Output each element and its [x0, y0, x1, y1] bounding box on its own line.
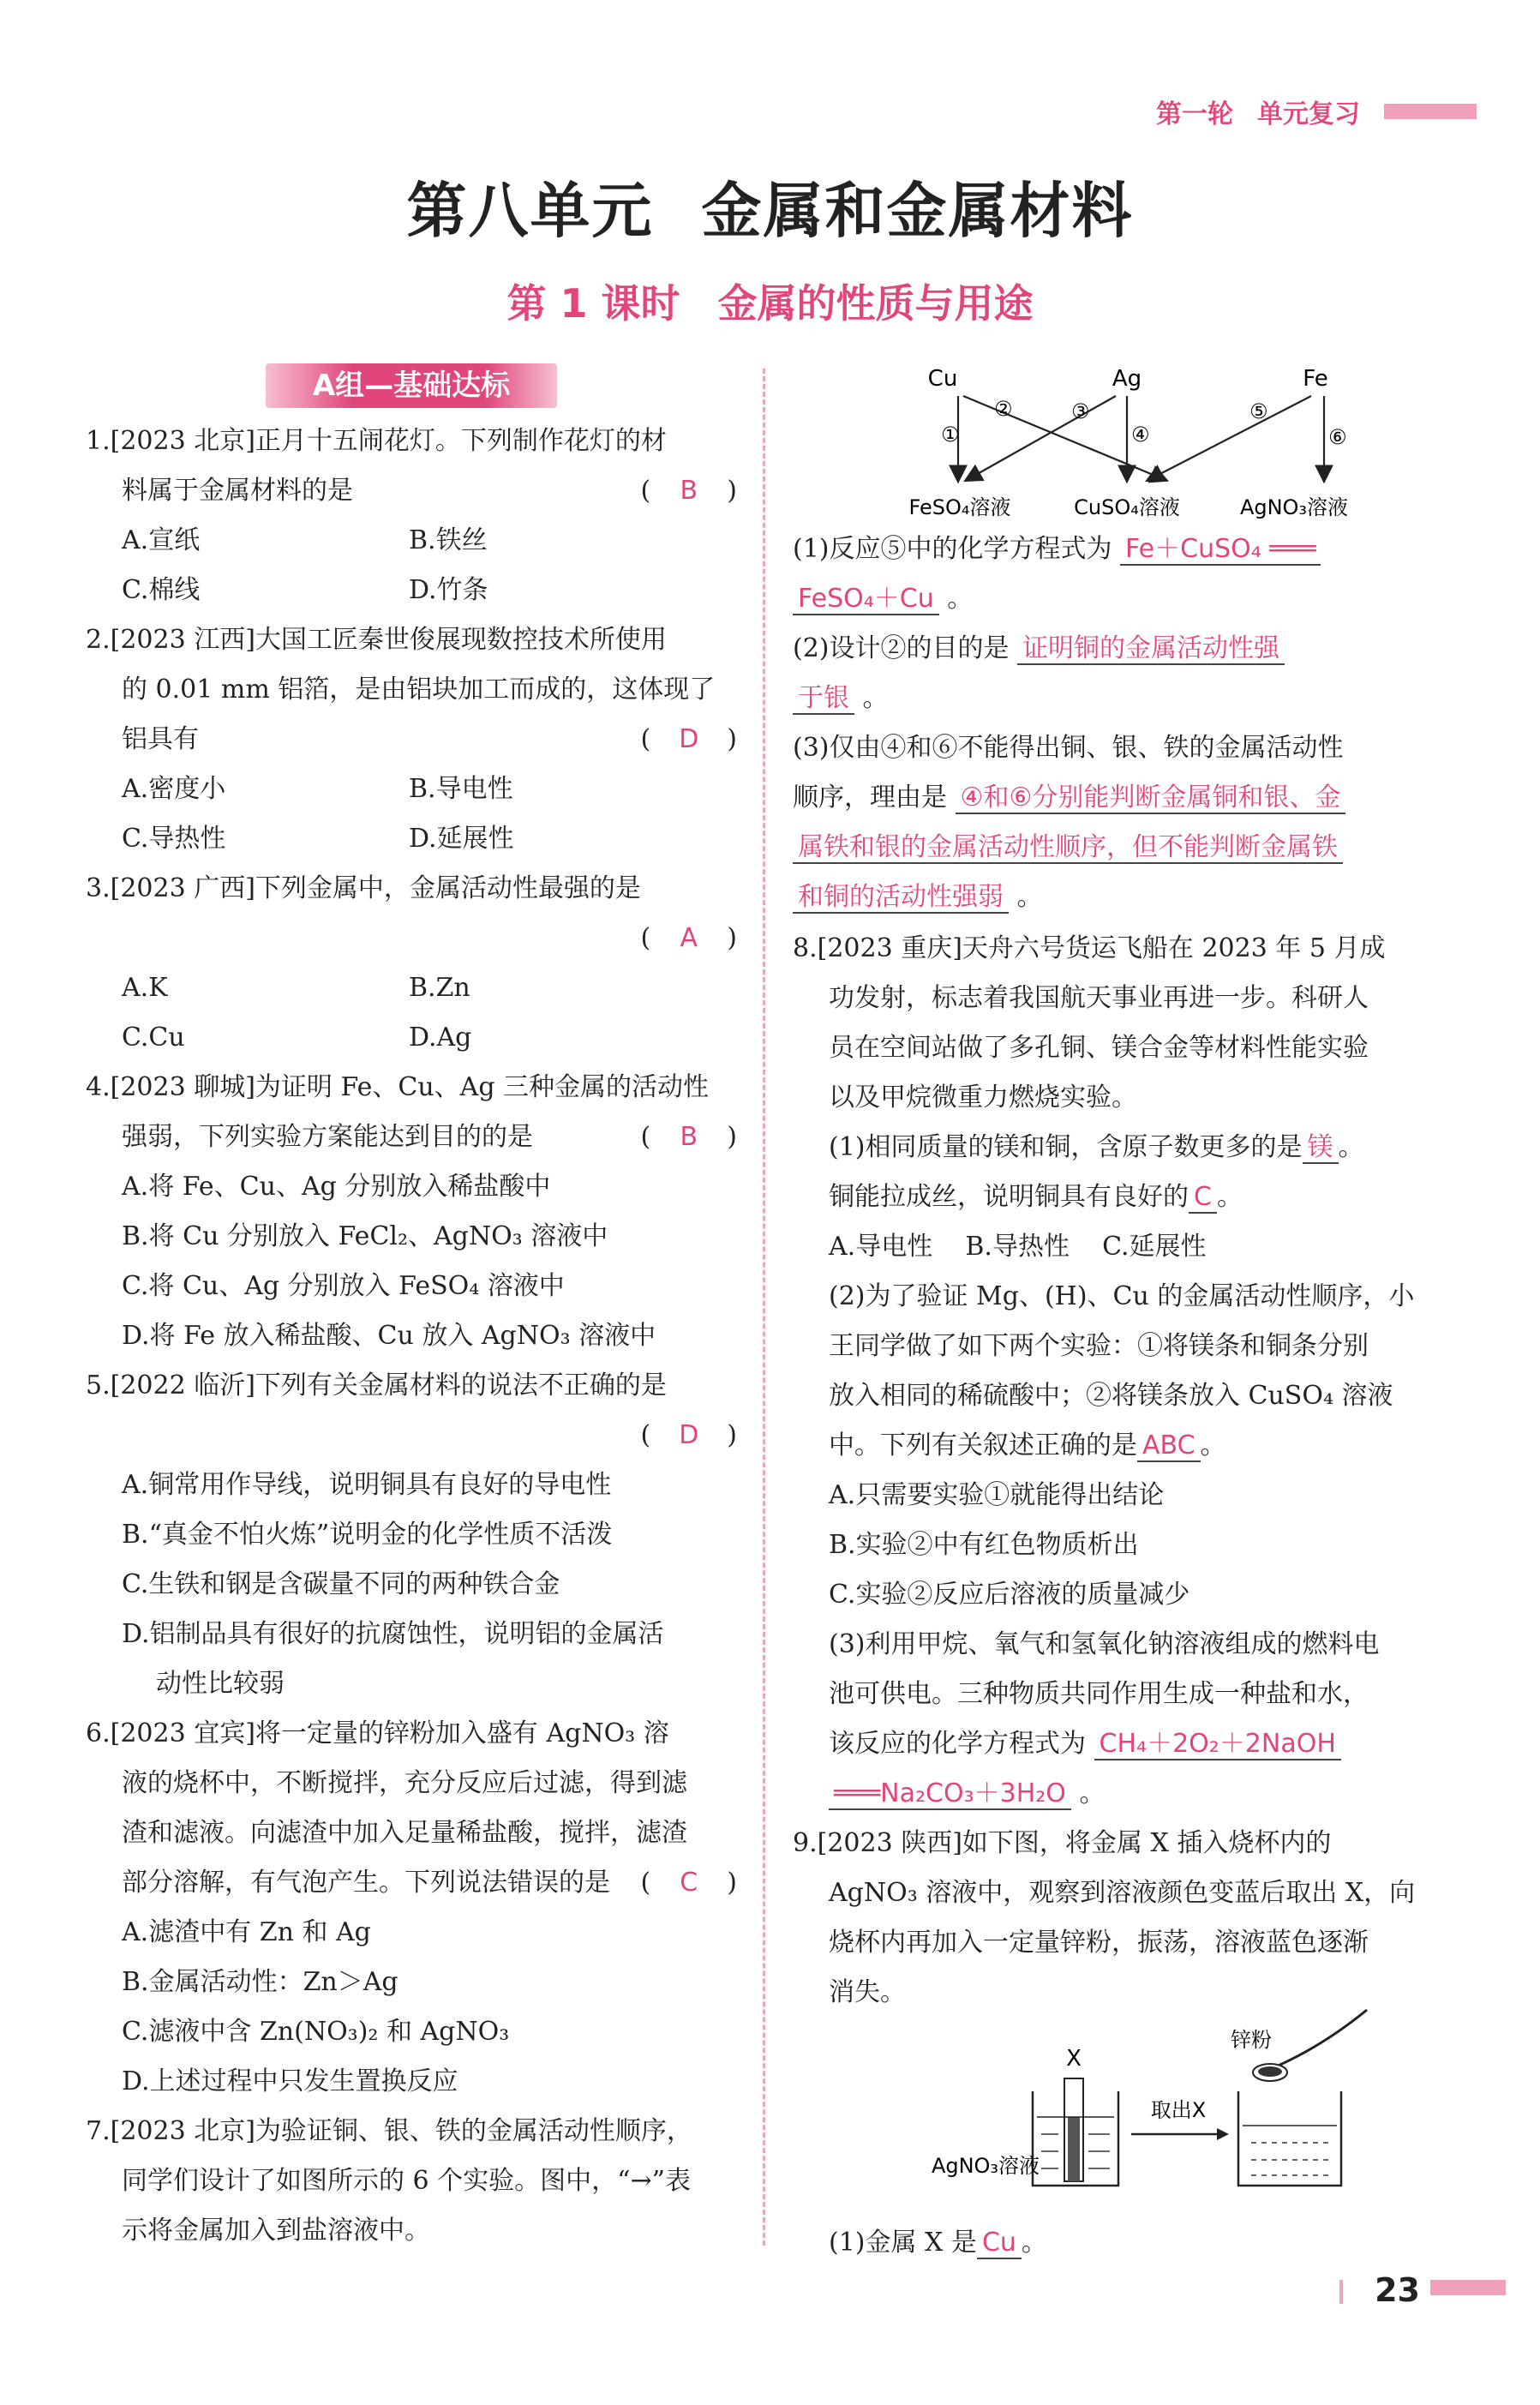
- group-banner: A组—基础达标: [266, 363, 557, 408]
- diagram-solution-feso4: FeSO₄溶液: [908, 495, 1011, 519]
- q5-option-d: D.铝制品具有很好的抗腐蚀性，说明铝的金属活: [122, 1619, 664, 1649]
- metal-x-submerged: [1068, 2117, 1080, 2181]
- q3-answer-line: ( A ): [86, 914, 737, 963]
- q9-stem-line4: 消失。: [829, 1977, 906, 2007]
- q6-answer: C: [680, 1868, 698, 1898]
- q8-p3-line4: ═══Na₂CO₃＋3H₂O 。: [793, 1769, 1444, 1819]
- q8-stem-line3: 员在空间站做了多孔铜、镁合金等材料性能实验: [829, 1033, 1369, 1063]
- diagram-solution-cuso4: CuSO₄溶液: [1074, 495, 1180, 519]
- lesson-name: 金属的性质与用途: [717, 280, 1034, 327]
- q7-p3-line4: 和铜的活动性强弱 。: [793, 873, 1444, 922]
- column-divider: [763, 369, 765, 2246]
- q7-p2-answer-a: 证明铜的金属活动性强: [1017, 633, 1285, 665]
- page-number: 23: [1375, 2271, 1420, 2309]
- q9-stem-line3: 烧杯内再加入一定量锌粉，振荡，溶液蓝色逐渐: [829, 1928, 1369, 1958]
- spoon-handle: [1268, 2010, 1367, 2070]
- q5-stem-line1: 5.[2022 临沂]下列有关金属材料的说法不正确的是: [86, 1370, 667, 1400]
- q8-stem-line4: 以及甲烷微重力燃烧实验。: [829, 1083, 1137, 1113]
- q4-answer: B: [680, 1122, 698, 1152]
- q6-option-c: C.滤液中含 Zn(NO₃)₂ 和 AgNO₃: [122, 2017, 510, 2047]
- footer-decor-bar: [1430, 2280, 1506, 2295]
- q6-option-d: D.上述过程中只发生置换反应: [122, 2066, 458, 2096]
- lesson-number: 第 1 课时: [506, 280, 680, 327]
- q4-option-d: D.将 Fe 放入稀盐酸、Cu 放入 AgNO₃ 溶液中: [122, 1321, 656, 1351]
- q7-p3-answer-b: 属铁和银的金属活动性顺序，但不能判断金属铁: [793, 832, 1343, 864]
- q1-answer: B: [680, 476, 698, 506]
- x-label: X: [1066, 2046, 1082, 2072]
- q7-p1-line1: (1)反应⑤中的化学方程式为 Fe＋CuSO₄ ═══: [793, 525, 1444, 574]
- q4-stem-line1: 4.[2023 聊城]为证明 Fe、Cu、Ag 三种金属的活动性: [86, 1072, 710, 1102]
- q8-p2-line1: (2)为了验证 Mg、(H)、Cu 的金属活动性顺序，小: [829, 1281, 1415, 1311]
- q8-p3-line2: 池可供电。三种物质共同作用生成一种盐和水，: [829, 1679, 1369, 1709]
- q7-stem-line1: 7.[2023 北京]为验证铜、银、铁的金属活动性顺序，: [86, 2116, 692, 2146]
- q7-subquestions: [793, 525, 1444, 922]
- q3-stem-line1: 3.[2023 广西]下列金属中，金属活动性最强的是: [86, 873, 641, 903]
- q9-p1: [793, 2218, 1444, 2268]
- solution-label: AgNO₃溶液: [931, 2154, 1040, 2178]
- q4-option-b: B.将 Cu 分别放入 FeCl₂、AgNO₃ 溶液中: [122, 1221, 608, 1251]
- q5-answer: D: [679, 1420, 699, 1450]
- header-round: 第一轮: [1156, 99, 1233, 129]
- q9-stem-line1: 9.[2023 陕西]如下图，将金属 X 插入烧杯内的: [793, 1828, 1332, 1858]
- arrow-label-4: ④: [1131, 423, 1150, 447]
- q8-p3-answer-a: CH₄＋2O₂＋2NaOH: [1094, 1729, 1341, 1760]
- header-decor-bar: [1384, 104, 1477, 119]
- q3-answer: A: [680, 923, 698, 953]
- q8-p1b-answer: C: [1189, 1182, 1217, 1214]
- q7-p2-line1: (2)设计②的目的是 证明铜的金属活动性强: [793, 624, 1444, 674]
- q4-option-a: A.将 Fe、Cu、Ag 分别放入稀盐酸中: [122, 1172, 551, 1202]
- q8-p2-option-b: B.实验②中有红色物质析出: [829, 1530, 1139, 1560]
- q7-p3-line2: 顺序，理由是 ④和⑥分别能判断金属铜和银、金: [793, 773, 1444, 823]
- q7-stem-line3: 示将金属加入到盐溶液中。: [122, 2216, 430, 2246]
- header-section: 单元复习: [1257, 99, 1360, 129]
- unit-name: 金属和金属材料: [701, 176, 1134, 246]
- diagram-metal-ag: Ag: [1112, 366, 1142, 392]
- q8-p3-line1: (3)利用甲烷、氧气和氢氧化钠溶液组成的燃料电: [829, 1629, 1380, 1659]
- q5-option-b: B.“真金不怕火炼”说明金的化学性质不活泼: [122, 1520, 613, 1550]
- q8-p2-answer: ABC: [1137, 1430, 1201, 1462]
- q9-beaker-diagram: [874, 2006, 1388, 2203]
- q6-option-a: A.滤渣中有 Zn 和 Ag: [122, 1917, 371, 1947]
- q2-stem-line3: 铝具有 ( D ): [86, 715, 737, 765]
- q2-stem-line1: 2.[2023 江西]大国工匠秦世俊展现数控技术所使用: [86, 625, 667, 655]
- unit-number: 第八单元: [406, 176, 654, 246]
- q2-options-row1: A.密度小 B.导电性: [122, 774, 513, 804]
- q8-p2-line3: 放入相同的稀硫酸中；②将镁条放入 CuSO₄ 溶液: [829, 1381, 1393, 1411]
- diagram-metal-fe: Fe: [1303, 366, 1328, 392]
- q3-options-row1: A.K B.Zn: [122, 973, 470, 1003]
- arrow-label-2: ②: [994, 397, 1013, 421]
- left-column: [86, 417, 737, 2256]
- q7-p2-answer-b: 于银: [793, 683, 854, 715]
- q9-p1-line: (1)金属 X 是 Cu 。: [829, 2228, 1047, 2258]
- arrow-label-6: ⑥: [1328, 425, 1347, 449]
- q7-p3-answer-c: 和铜的活动性强弱: [793, 882, 1009, 914]
- q8-p2-option-c: C.实验②反应后溶液的质量减少: [829, 1580, 1190, 1610]
- arrow-3: [967, 396, 1116, 480]
- arrow-label-1: ①: [941, 423, 960, 447]
- q9-stem-line2: AgNO₃ 溶液中，观察到溶液颜色变蓝后取出 X，向: [829, 1878, 1416, 1908]
- q7-stem-line2: 同学们设计了如图所示的 6 个实验。图中，“→”表: [122, 2166, 691, 2196]
- q5-option-d-cont: 动性比较弱: [156, 1669, 285, 1699]
- q3-options-row2: C.Cu D.Ag: [122, 1023, 472, 1053]
- q8-p1-line1: (1)相同质量的镁和铜，含原子数更多的是 镁 。: [829, 1132, 1364, 1162]
- q6-stem-line1: 6.[2023 宜宾]将一定量的锌粉加入盛有 AgNO₃ 溶: [86, 1718, 669, 1748]
- q5-option-a: A.铜常用作导线，说明铜具有良好的导电性: [122, 1470, 612, 1500]
- q8-p1-answer: 镁: [1303, 1132, 1339, 1164]
- q6-option-b: B.金属活动性：Zn＞Ag: [122, 1967, 398, 1997]
- q8-stem-line1: 8.[2023 重庆]天舟六号货运飞船在 2023 年 5 月成: [793, 933, 1386, 963]
- q8-p1-line2: 铜能拉成丝，说明铜具有良好的 C 。: [829, 1182, 1243, 1212]
- q4-stem-line2: 强弱，下列实验方案能达到目的的是 ( B ): [86, 1113, 737, 1162]
- q7-reaction-diagram: [891, 360, 1405, 531]
- arrow-5: [1148, 396, 1311, 480]
- q6-stem-line2: 液的烧杯中，不断搅拌，充分反应后过滤，得到滤: [122, 1768, 687, 1798]
- q8-p2-line4: 中。下列有关叙述正确的是 ABC 。: [829, 1430, 1226, 1460]
- q2-options-row2: C.导热性 D.延展性: [122, 824, 514, 854]
- q2-answer: D: [679, 724, 699, 754]
- page-header: [1156, 93, 1477, 130]
- q8-stem-line2: 功发射，标志着我国航天事业再进一步。科研人: [829, 983, 1369, 1013]
- q8-p2-line2: 王同学做了如下两个实验：①将镁条和铜条分别: [829, 1331, 1369, 1361]
- q7-p1-answer-a: Fe＋CuSO₄ ═══: [1120, 534, 1321, 566]
- q7-p3-line3: [793, 823, 1444, 873]
- q1-options-row1: A.宣纸 B.铁丝: [122, 525, 488, 555]
- q8-p3-line3: 该反应的化学方程式为 CH₄＋2O₂＋2NaOH: [793, 1719, 1444, 1769]
- footer-tick: [1339, 2280, 1343, 2304]
- q7-p3-line1: (3)仅由④和⑥不能得出铜、银、铁的金属活动性: [793, 733, 1344, 763]
- q8-p3-answer-b: ═══Na₂CO₃＋3H₂O: [829, 1778, 1071, 1810]
- q8-p2-option-a: A.只需要实验①就能得出结论: [829, 1480, 1165, 1510]
- q9-p1-answer: Cu: [977, 2228, 1022, 2259]
- diagram-metal-cu: Cu: [927, 366, 958, 392]
- q7-p1-answer-b: FeSO₄＋Cu: [793, 584, 939, 615]
- q7-p3-answer-a: ④和⑥分别能判断金属铜和银、金: [956, 783, 1346, 814]
- q1-stem-line1: 1.[2023 北京]正月十五闹花灯。下列制作花灯的材: [86, 426, 667, 456]
- action-label: 取出X: [1150, 2098, 1207, 2122]
- q1-options-row2: C.棉线 D.竹条: [122, 575, 488, 605]
- q7-p1-line2: FeSO₄＋Cu 。: [793, 574, 1444, 624]
- lesson-title: [0, 273, 1540, 329]
- q6-stem-line3: 渣和滤液。向滤渣中加入足量稀盐酸，搅拌，滤渣: [122, 1818, 687, 1848]
- q8-p1-options: A.导电性 B.导热性 C.延展性: [829, 1232, 1207, 1262]
- zinc-label: 锌粉: [1231, 2028, 1272, 2052]
- q8-block: [793, 924, 1444, 2018]
- unit-title: [0, 163, 1540, 249]
- q5-option-c: C.生铁和钢是含碳量不同的两种铁合金: [122, 1569, 560, 1599]
- q2-stem-line2: 的 0.01 mm 铝箔，是由铝块加工而成的，这体现了: [122, 675, 716, 705]
- zinc-powder: [1258, 2066, 1282, 2077]
- q5-answer-line: ( D ): [86, 1411, 737, 1460]
- q7-p2-line2: 于银 。: [793, 674, 1444, 723]
- q1-stem-line2: 料属于金属材料的是 ( B ): [86, 466, 737, 516]
- q6-stem-line4: 部分溶解，有气泡产生。下列说法错误的是 ( C ): [86, 1858, 737, 1908]
- q4-option-c: C.将 Cu、Ag 分别放入 FeSO₄ 溶液中: [122, 1271, 565, 1301]
- beaker-right: [1238, 2091, 1341, 2186]
- arrow-label-3: ③: [1071, 399, 1090, 423]
- diagram-solution-agno3: AgNO₃溶液: [1239, 495, 1349, 519]
- arrow-label-5: ⑤: [1249, 399, 1268, 423]
